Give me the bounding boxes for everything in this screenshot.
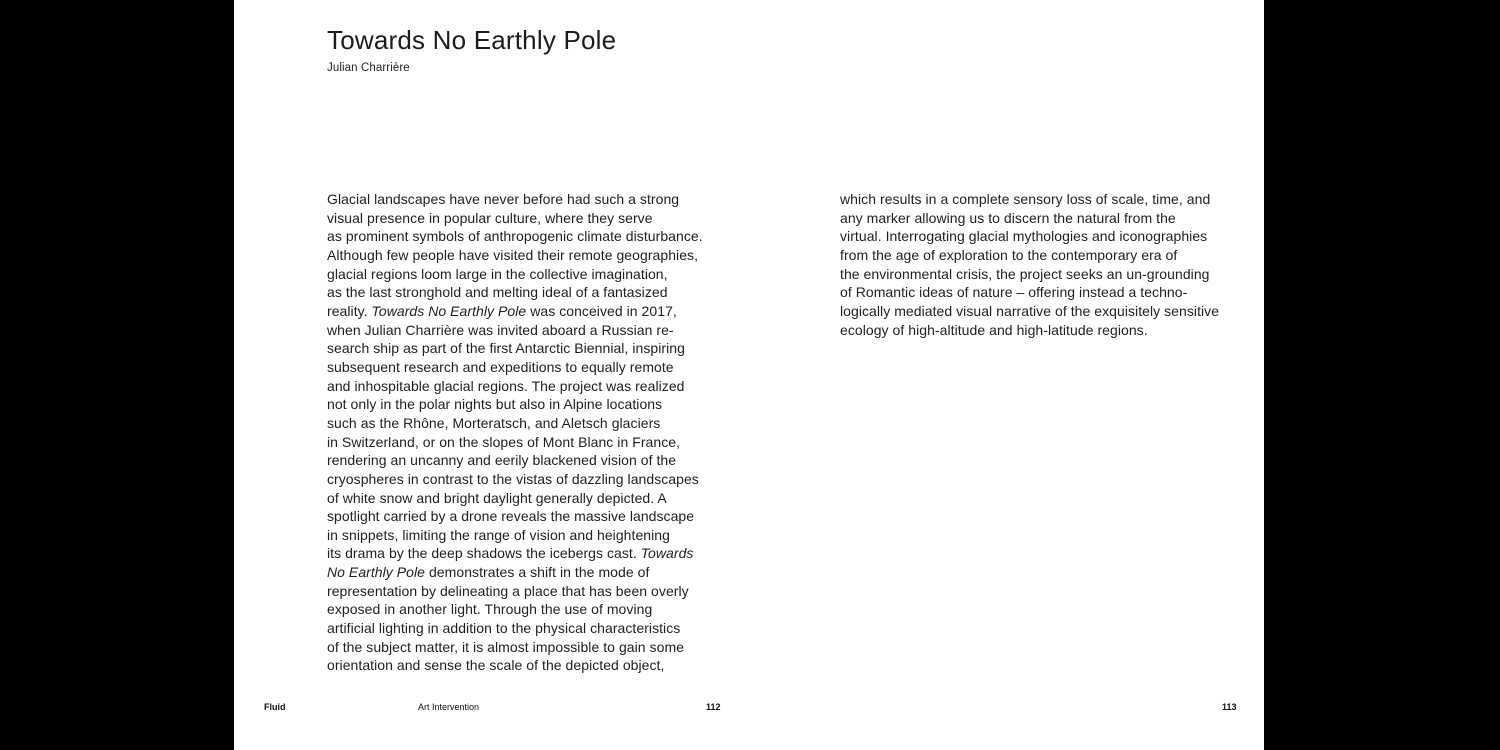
body-text-line [327,619,747,638]
body-text-segment: glacial regions loom large in the collective imagination, [327,265,668,282]
body-text-segment: spotlight carried by a drone reveals the massive landscape [327,508,695,525]
body-text-segment: its drama by the deep shadows the icebergs cast. [327,545,641,562]
body-text-segment: subsequent research and expeditions to equally remote [327,358,674,375]
body-text-segment: cryospheres in contrast to the vistas of dazzling landscapes [327,470,699,487]
body-text-segment-italic: Towards [640,545,694,562]
body-text-segment: ecology of high-altitude and high-latitude regions. [840,321,1148,338]
body-text-segment-italic: Towards No Earthly Pole [371,302,527,319]
body-text-segment: such as the Rhône, Morteratsch, and Aletsch glaciers [327,414,661,431]
body-text-line [327,656,747,675]
body-text-line [327,227,747,246]
body-text-line [840,302,1260,321]
text-column-left [327,190,747,675]
body-text-line [327,377,747,396]
body-text-segment: of white snow and bright daylight generally depicted. A [327,489,667,506]
footer-publication-title: Fluid [264,702,286,712]
body-text-segment: as prominent symbols of anthropogenic climate disturbance. [327,228,703,245]
body-text-segment: in Switzerland, or on the slopes of Mont Blanc in France, [327,433,681,450]
body-text-segment: search ship as part of the first Antarctic Biennial, inspiring [327,340,685,357]
body-text-line [327,395,747,414]
page-title: Towards No Earthly Pole [327,25,617,55]
body-text-segment: demonstrates a shift in the mode of [425,564,650,581]
body-text-line [327,358,747,377]
body-text-line [327,470,747,489]
body-text-line [327,507,747,526]
footer-section-label: Art Intervention [418,702,480,712]
body-text-line [840,246,1260,265]
body-text-line [327,433,747,452]
body-text-line [327,246,747,265]
author-name: Julian Charrière [327,62,410,74]
body-text-line [327,265,747,284]
page-number-right: 113 [1222,702,1237,712]
body-text-line [327,414,747,433]
body-text-line [327,526,747,545]
body-text-line [327,283,747,302]
body-text-line [327,582,747,601]
body-text-segment: and inhospitable glacial regions. The project was realized [327,377,685,394]
body-text-segment: in snippets, limiting the range of vision and heightening [327,526,670,543]
body-text-line [840,321,1260,340]
body-text-line [327,339,747,358]
body-text-segment: visual presence in popular culture, where they serve [327,209,653,226]
body-text-segment-italic: No Earthly Pole [327,564,426,581]
body-text-line [840,190,1260,209]
book-spread [234,0,1264,750]
body-text-line [327,302,747,321]
body-text-segment: Although few people have visited their remote geographies, [327,246,699,263]
body-text-segment: not only in the polar nights but also in Alpine locations [327,396,663,413]
body-text-segment: artificial lighting in addition to the physical characteristics [327,620,681,637]
body-text-segment: representation by delineating a place that has been overly [327,582,689,599]
body-text-line [840,227,1260,246]
body-text-segment: as the last stronghold and melting ideal of a fantasized [327,284,668,301]
body-text-segment: logically mediated visual narrative of the exquisitely sensitive [840,302,1220,319]
body-text-line [327,638,747,657]
body-text-line [327,544,747,563]
body-text-line [327,489,747,508]
body-text-segment: the environmental crisis, the project seeks an un-grounding [840,265,1210,282]
body-text-segment: of Romantic ideas of nature – offering instead a techno- [840,284,1188,301]
body-text-segment: Glacial landscapes have never before had such a strong [327,191,680,207]
body-text-line [840,265,1260,284]
body-text-line [327,190,747,209]
page-number-left: 112 [706,702,721,712]
text-column-right [840,190,1260,339]
body-text-segment: was conceived in 2017, [526,302,677,319]
body-text-segment: orientation and sense the scale of the depicted object, [327,657,665,674]
body-text-segment: exposed in another light. Through the use of moving [327,601,653,618]
body-text-segment: virtual. Interrogating glacial mythologies and iconographies [840,228,1208,245]
body-text-line [840,209,1260,228]
body-text-line [327,321,747,340]
body-text-segment: of the subject matter, it is almost impossible to gain some [327,638,684,655]
body-text-segment: which results in a complete sensory loss of scale, time, and [840,191,1211,207]
body-text-line [840,283,1260,302]
body-text-line [327,451,747,470]
body-text-line [327,209,747,228]
body-text-segment: reality. [327,302,372,319]
body-text-segment: from the age of exploration to the contemporary era of [840,246,1178,263]
body-text-line [327,600,747,619]
body-text-line [327,563,747,582]
body-text-segment: rendering an uncanny and eerily blackened vision of the [327,452,677,469]
body-text-segment: any marker allowing us to discern the natural from the [840,209,1176,226]
body-text-segment: when Julian Charrière was invited aboard a Russian re- [327,321,674,338]
